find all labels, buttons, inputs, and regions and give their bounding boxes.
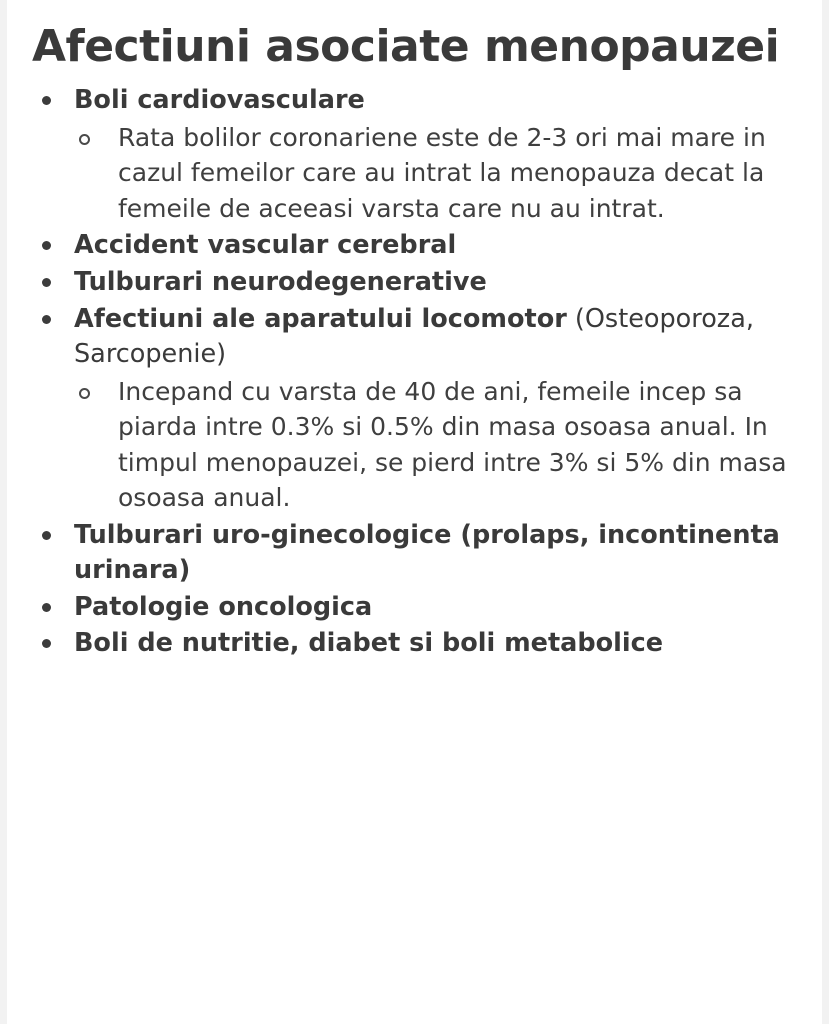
list-item (30, 590, 803, 625)
bullet-dot-icon (42, 531, 51, 540)
right-edge-strip (822, 0, 829, 1024)
bullet-list (30, 83, 803, 662)
bullet-circle-icon (79, 388, 90, 399)
list-item-label: Tulburari neurodegenerative (74, 266, 487, 297)
list-item (30, 228, 803, 263)
list-item-label: Tulburari uro-ginecologice (prolaps, incontinenta urinara) (74, 519, 780, 585)
left-edge-strip (0, 0, 7, 1024)
bullet-dot-icon (42, 241, 51, 250)
list-item-label-bold: Afectiuni ale aparatului locomotor (74, 303, 567, 334)
list-item (30, 83, 803, 226)
page-title: Afectiuni asociate menopauzei (32, 21, 780, 72)
list-item (30, 626, 803, 661)
list-item (30, 302, 803, 516)
sub-list-item (74, 374, 803, 516)
list-item (30, 265, 803, 300)
list-item-label: Patologie oncologica (74, 591, 373, 622)
bullet-circle-icon (79, 134, 90, 145)
sub-bullet-list (74, 120, 803, 227)
list-item-label (74, 302, 803, 372)
sub-list-item-label: Rata bolilor coronariene este de 2-3 ori mai mare in cazul femeilor care au intrat la menopauza decat la femeile de aceeasi varsta care nu au intrat. (118, 122, 766, 223)
list-item-label-suffix: (Osteoporoza, Sarcopenie) (74, 303, 754, 369)
bullet-dot-icon (42, 639, 51, 648)
bullet-dot-icon (42, 96, 51, 105)
sub-bullet-list (74, 374, 803, 516)
list-item-label: Accident vascular cerebral (74, 230, 457, 261)
list-item (30, 518, 803, 588)
list-item-label: Boli cardiovasculare (74, 84, 365, 115)
bullet-dot-icon (42, 315, 51, 324)
sub-list-item (74, 120, 803, 227)
sub-list-item-label: Incepand cu varsta de 40 de ani, femeile incep sa piarda intre 0.3% si 0.5% din masa osoasa anual. In timpul menopauzei, se pierd intre 3% si 5% din masa osoasa anual. (118, 376, 787, 513)
bullet-dot-icon (42, 603, 51, 612)
list-item-label: Boli de nutritie, diabet si boli metabolice (74, 628, 664, 659)
bullet-dot-icon (42, 278, 51, 287)
